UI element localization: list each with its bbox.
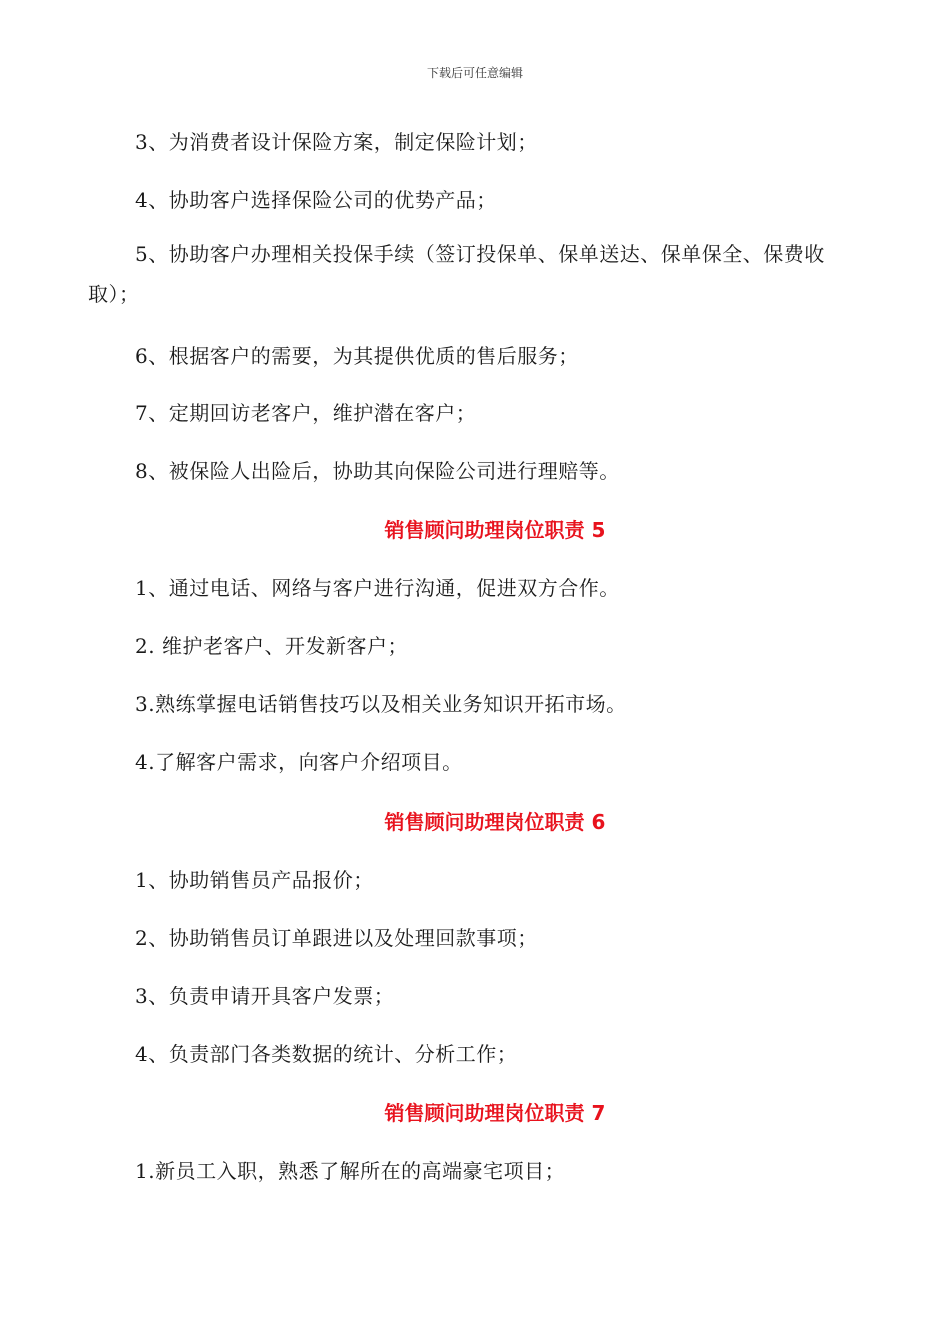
list-item: 1.新员工入职，熟悉了解所在的高端豪宅项目； bbox=[135, 1159, 566, 1183]
list-item: 4、负责部门各类数据的统计、分析工作； bbox=[135, 1042, 518, 1066]
list-item: 3.熟练掌握电话销售技巧以及相关业务知识开拓市场。 bbox=[135, 692, 627, 716]
list-item: 2、协助销售员订单跟进以及处理回款事项； bbox=[135, 926, 538, 950]
list-item: 3、为消费者设计保险方案，制定保险计划； bbox=[135, 130, 538, 154]
list-item: 8、被保险人出险后，协助其向保险公司进行理赔等。 bbox=[135, 459, 620, 483]
list-item: 3、负责申请开具客户发票； bbox=[135, 984, 395, 1008]
section-heading: 销售顾问助理岗位职责 6 bbox=[384, 810, 606, 834]
list-item: 4.了解客户需求，向客户介绍项目。 bbox=[135, 750, 463, 774]
section-heading: 销售顾问助理岗位职责 5 bbox=[384, 518, 606, 542]
page-header-note: 下载后可任意编辑 bbox=[426, 66, 523, 80]
list-item: 7、定期回访老客户，维护潜在客户； bbox=[135, 401, 477, 425]
list-item: 6、根据客户的需要，为其提供优质的售后服务； bbox=[135, 344, 579, 368]
section-heading: 销售顾问助理岗位职责 7 bbox=[384, 1101, 606, 1125]
list-item: 4、协助客户选择保险公司的优势产品； bbox=[135, 188, 497, 212]
list-item: 1、协助销售员产品报价； bbox=[135, 868, 374, 892]
list-item: 1、通过电话、网络与客户进行沟通，促进双方合作。 bbox=[135, 576, 620, 600]
list-item: 5、协助客户办理相关投保手续（签订投保单、保单送达、保单保全、保费收取）； bbox=[88, 242, 825, 306]
list-item: 2. 维护老客户、开发新客户； bbox=[135, 634, 408, 658]
